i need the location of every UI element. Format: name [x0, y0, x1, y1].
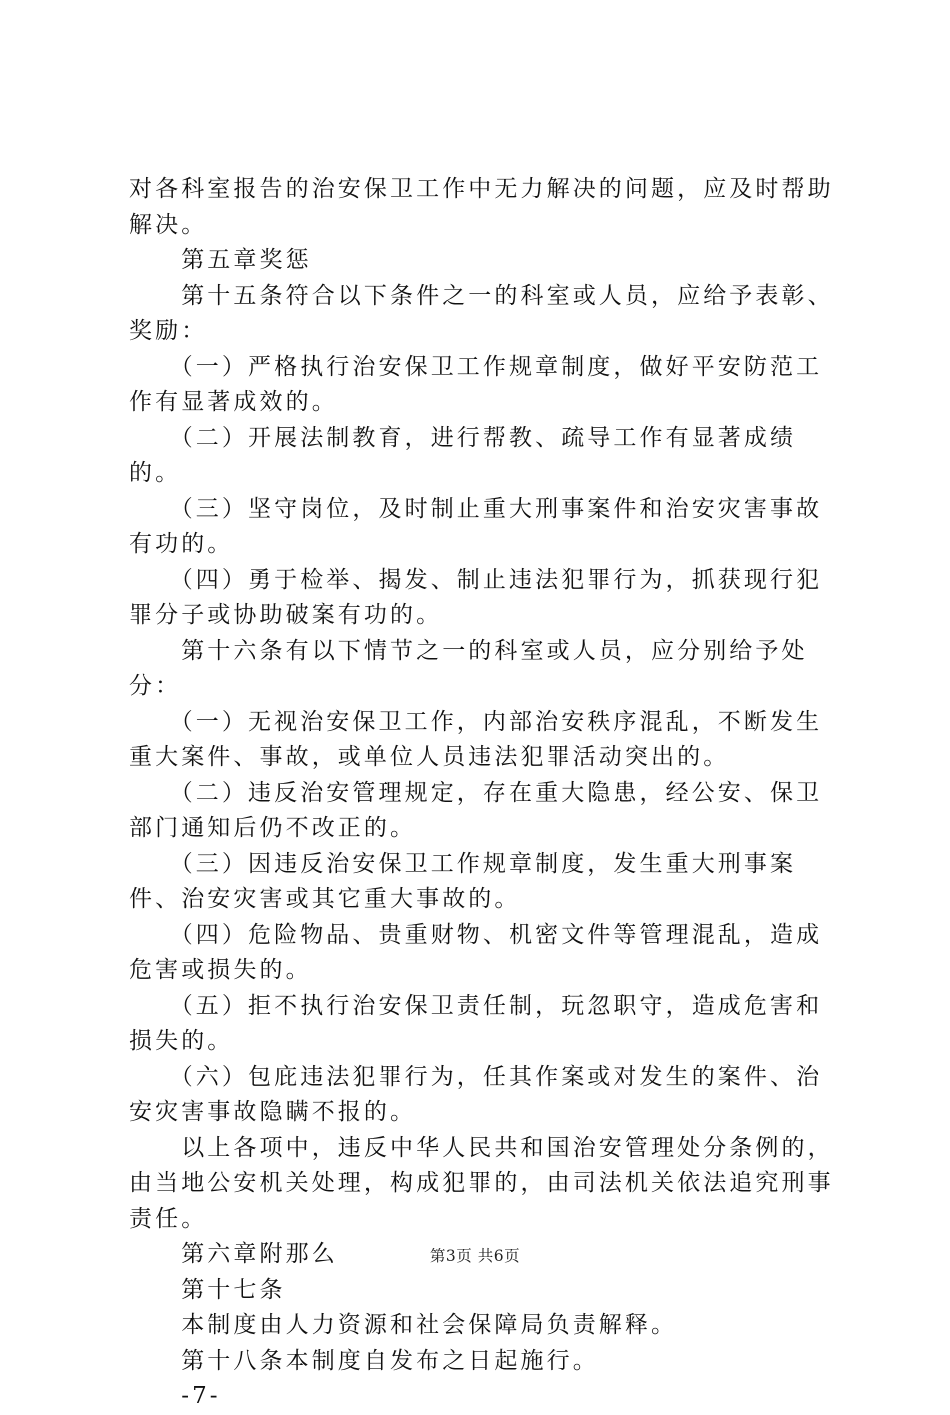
- article-16-item-6: （六）包庇违法犯罪行为，任其作案或对发生的案件、治安灾害事故隐瞒不报的。: [129, 1063, 823, 1125]
- penalty-note: 以上各项中，违反中华人民共和国治安管理处分条例的，由当地公安机关处理，构成犯罪的，由司法机关依法追究刑事责任。: [129, 1134, 834, 1232]
- chapter-heading-6: 第六章附那么: [129, 1241, 338, 1267]
- article-15-item-4: （四）勇于检举、揭发、制止违法犯罪行为，抓获现行犯罪分子或协助破案有功的。: [129, 566, 823, 628]
- article-17-text: 本制度由人力资源和社会保障局负责解释。: [129, 1312, 678, 1338]
- article-15: 第十五条符合以下条件之一的科室或人员，应给予表彰、奖励：: [129, 282, 834, 344]
- article-17: 第十七条: [129, 1276, 286, 1303]
- document-body: [129, 172, 834, 1415]
- article-15-item-1: （一）严格执行治安保卫工作规章制度，做好平安防范工作有显著成效的。: [129, 353, 823, 415]
- article-18: 第十八条本制度自发布之日起施行。: [129, 1347, 599, 1374]
- chapter-heading-5: 第五章奖惩: [129, 247, 312, 273]
- article-16-item-3: （三）因违反治安保卫工作规章制度，发生重大刑事案件、治安灾害或其它重大事故的。: [129, 850, 797, 912]
- page-footer: 第3页 共6页: [429, 1247, 521, 1265]
- article-16-item-4: （四）危险物品、贵重财物、机密文件等管理混乱，造成危害或损失的。: [129, 921, 823, 983]
- article-15-item-3: （三）坚守岗位，及时制止重大刑事案件和治安灾害事故有功的。: [129, 495, 823, 557]
- article-16: 第十六条有以下情节之一的科室或人员，应分别给予处分：: [129, 637, 808, 699]
- article-15-item-2: （二）开展法制教育，进行帮教、疏导工作有显著成绩的。: [129, 424, 797, 486]
- article-16-item-2: （二）违反治安管理规定，存在重大隐患，经公安、保卫部门通知后仍不改正的。: [129, 779, 823, 841]
- paragraph-continuation: 对各科室报告的治安保卫工作中无力解决的问题，应及时帮助解决。: [129, 176, 834, 238]
- inner-page-number: -7-: [129, 1383, 221, 1409]
- article-16-item-5: （五）拒不执行治安保卫责任制，玩忽职守，造成危害和损失的。: [129, 992, 823, 1054]
- article-16-item-1: （一）无视治安保卫工作，内部治安秩序混乱，不断发生重大案件、事故，或单位人员违法犯罪活动突出的。: [129, 708, 823, 770]
